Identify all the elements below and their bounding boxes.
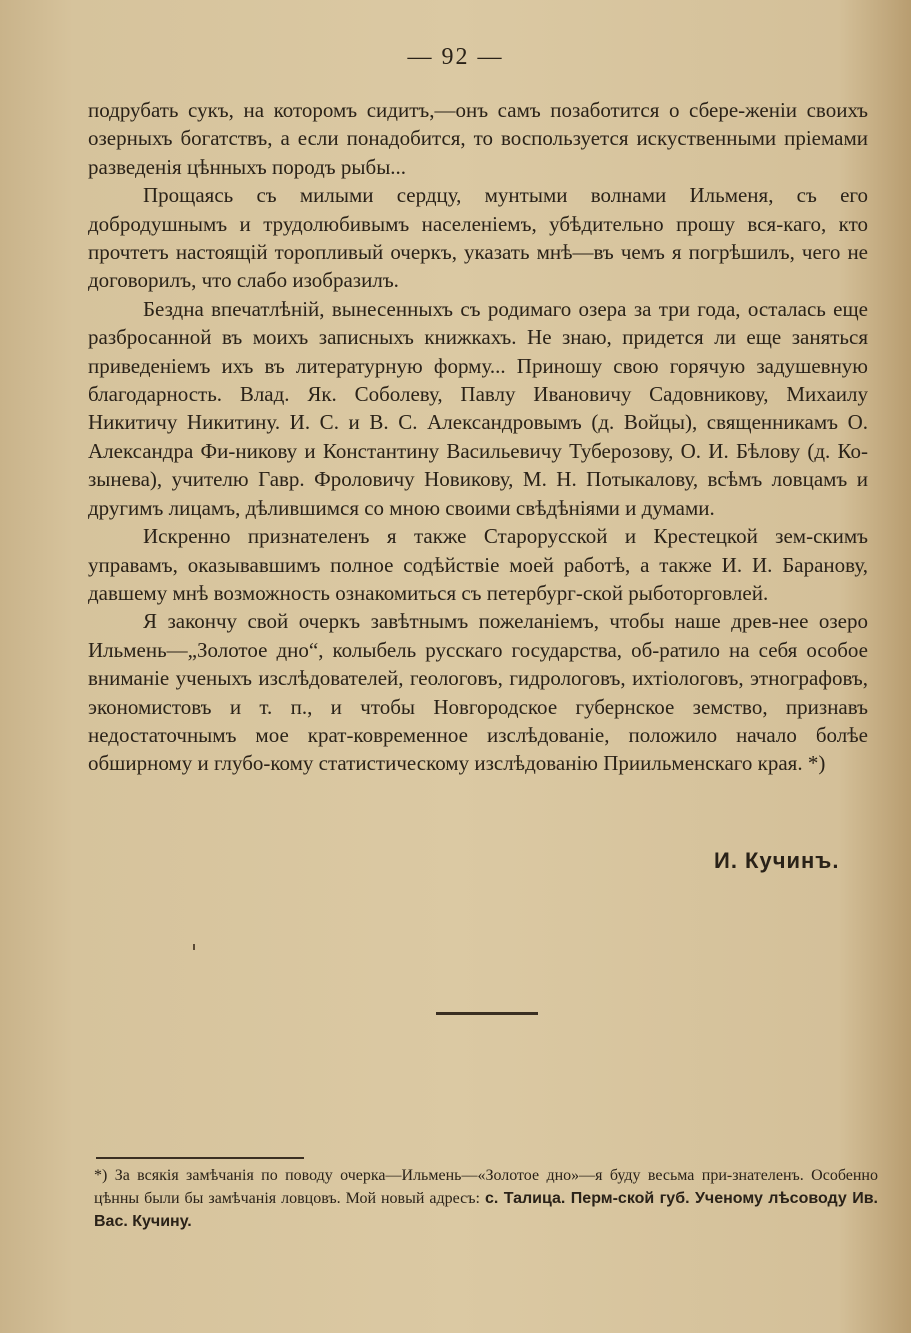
paragraph-4: Искренно признателенъ я также Старорусской и Крестецкой зем-скимъ управамъ, оказывавшимъ полное содѣйствіе моей работѣ, а также И. И. Баранову, давшему мнѣ возможность ознакомиться съ петербург-ской рыботорговлей. [88,524,868,605]
paragraph-1: подрубать сукъ, на которомъ сидитъ,—онъ самъ позаботится о сбере-женіи своихъ озерныхъ богатствъ, а если понадобится, то воспользуется искуственными пріемами разведенія цѣнныхъ породъ рыбы... [88,98,868,179]
end-rule [436,1012,538,1015]
paragraph-2: Прощаясь съ милыми сердцу, мунтыми волнами Ильменя, съ его добродушнымъ и трудолюбивымъ населеніемъ, убѣдительно прошу вся-каго, кто прочтетъ настоящій торопливый очеркъ, указать мнѣ—въ чемъ я погрѣшилъ, чего не договорилъ, что слабо изобразилъ. [88,183,868,293]
print-speck [193,944,195,950]
page-number: — 92 — [407,44,504,70]
paragraph-5: Я закончу свой очеркъ завѣтнымъ пожеланіемъ, чтобы наше древ-нее озеро Ильмень—„Золотое дно“, колыбель русскаго государства, об-ратило на себя особое вниманіе ученыхъ изслѣдователей, геологовъ, гидрологовъ, ихтіологовъ, этнографовъ, экономистовъ и т. п., и чтобы Новгородское губернское земство, признавъ недостаточнымъ мое крат-ковременное изслѣдованіе, положило начало болѣе обширному и глубо-кому статистическому изслѣдованію Приильменскаго края. *) [88,609,868,776]
footnote-address: с. Талица. Перм-ской губ. Ученому лѣсоводу Ив. Вас. Кучину. [94,1190,878,1230]
footnote-text: *) За всякія замѣчанія по поводу очерка—Ильмень—«Золотое дно»—я буду весьма при-знателенъ. Особенно цѣнны были бы замѣчанія ловцовъ. Мой новый адресъ: [94,1167,878,1207]
footnote-rule [96,1157,304,1159]
body-text [88,96,868,778]
footnote [94,1164,878,1233]
paragraph-3: Бездна впечатлѣній, вынесенныхъ съ родимаго озера за три года, осталась еще разбросанной въ моихъ записныхъ книжкахъ. Не знаю, придется ли еще заняться приведеніемъ ихъ въ литературную форму... Приношу свою горячую задушевную благодарность. Влад. Як. Соболеву, Павлу Ивановичу Садовникову, Михаилу Никитичу Никитину. И. С. и В. С. Александровымъ (д. Войцы), священникамъ О. Александра Фи-никову и Константину Васильевичу Туберозову, О. И. Бѣлову (д. Ко-зынева), учителю Гавр. Фроловичу Новикову, М. Н. Потыкалову, всѣмъ ловцамъ и другимъ лицамъ, дѣлившимся со мною своими свѣдѣніями и думами. [88,296,868,520]
author-signature: И. Кучинъ. [714,848,840,873]
